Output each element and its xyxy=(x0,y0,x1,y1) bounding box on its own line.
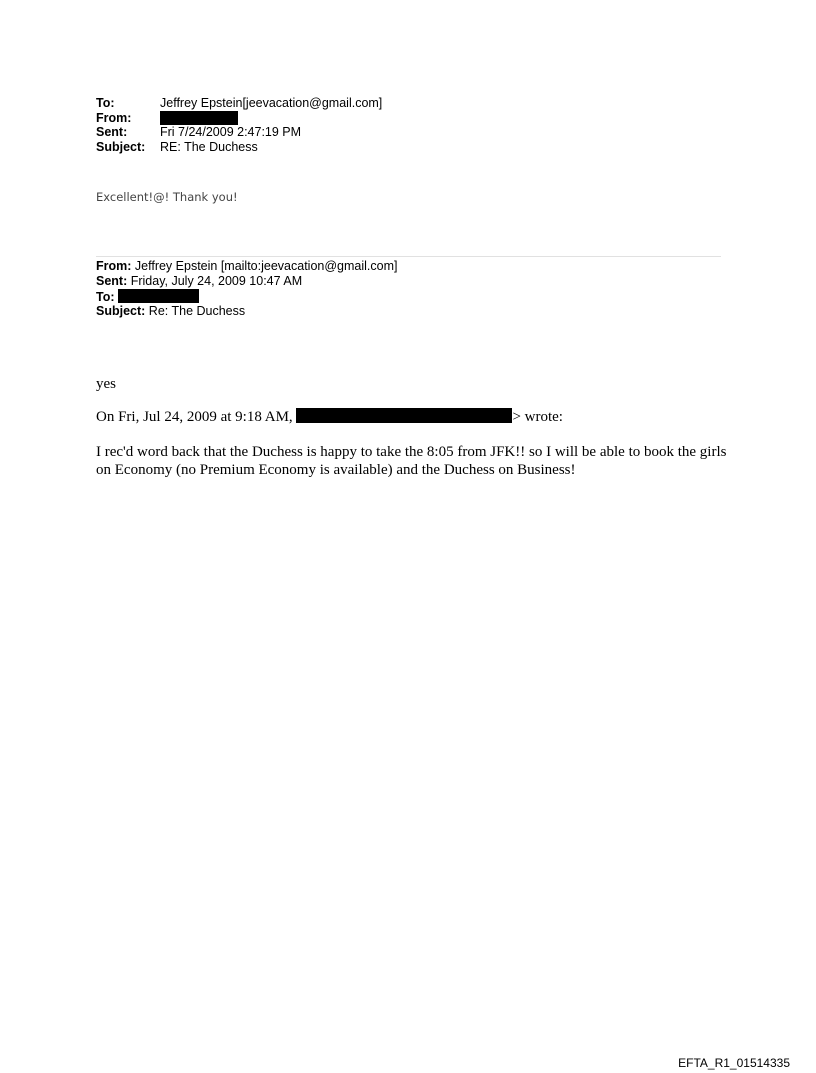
to-label: To: xyxy=(96,96,115,110)
email-header xyxy=(96,96,382,154)
fwd-sent-row xyxy=(96,274,397,289)
sent-value: Fri 7/24/2009 2:47:19 PM xyxy=(160,125,302,139)
subject-label: Subject: xyxy=(96,139,146,154)
header-from-row xyxy=(96,111,382,126)
fwd-from-label: From: xyxy=(96,259,132,273)
fwd-from-value: Jeffrey Epstein [mailto:jeevacation@gmail.com] xyxy=(131,259,398,273)
fwd-sent-label: Sent: xyxy=(96,274,128,288)
quoted-message: I rec'd word back that the Duchess is happy to take the 8:05 from JFK!! so I will be able to book the girls on Economy (no Premium Economy is available) and the Duchess on Business! xyxy=(96,444,727,478)
fwd-to-label: To: xyxy=(96,290,115,304)
quoted-attribution xyxy=(96,408,563,426)
to-value: Jeffrey Epstein[jeevacation@gmail.com] xyxy=(160,96,383,110)
attribution-redaction xyxy=(296,408,512,423)
fwd-subject-row xyxy=(96,304,397,319)
from-redaction xyxy=(160,111,238,125)
subject-value: RE: The Duchess xyxy=(160,139,258,154)
document-id: EFTA_R1_01514335 xyxy=(678,1056,790,1070)
fwd-subject-label: Subject: xyxy=(96,304,146,318)
fwd-to-row xyxy=(96,289,397,304)
fwd-from-row xyxy=(96,259,397,274)
attribution-prefix: On Fri, Jul 24, 2009 at 9:18 AM, xyxy=(96,409,293,425)
header-to-row xyxy=(96,96,382,111)
fwd-sent-value: Friday, July 24, 2009 10:47 AM xyxy=(127,274,303,288)
header-subject-row xyxy=(96,140,382,155)
divider xyxy=(96,256,721,257)
fwd-to-redaction xyxy=(118,289,199,303)
from-label: From: xyxy=(96,110,132,125)
fwd-subject-value: Re: The Duchess xyxy=(145,304,246,318)
quoted-yes: yes xyxy=(96,376,116,392)
sent-label: Sent: xyxy=(96,125,128,139)
header-sent-row xyxy=(96,125,382,140)
forwarded-header xyxy=(96,259,397,319)
reply-body: Excellent!@! Thank you! xyxy=(96,190,238,204)
attribution-suffix: > wrote: xyxy=(512,409,563,425)
